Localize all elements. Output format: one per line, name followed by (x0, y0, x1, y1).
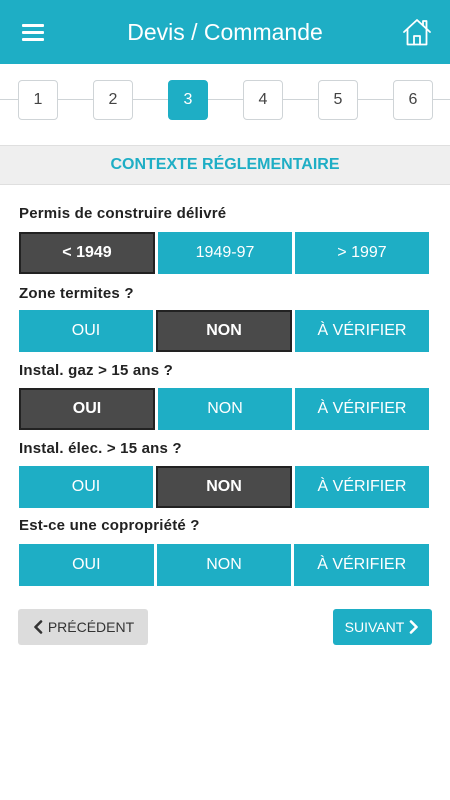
option-oui-button[interactable]: OUI (19, 544, 154, 586)
previous-button[interactable] (18, 609, 148, 645)
options-permis (19, 232, 429, 274)
step-3[interactable]: 3 (168, 80, 208, 120)
question-label-gaz: Instal. gaz > 15 ans ? (19, 362, 174, 379)
question-label-elec: Instal. élec. > 15 ans ? (19, 440, 182, 457)
options-elec (19, 466, 429, 508)
option-non-button[interactable]: NON (158, 388, 292, 430)
home-icon[interactable] (402, 17, 432, 47)
chevron-left-icon (32, 620, 44, 634)
step-2[interactable]: 2 (93, 80, 133, 120)
option-non-button[interactable]: NON (156, 310, 292, 352)
option-a-verifier-button[interactable]: À VÉRIFIER (294, 544, 429, 586)
step-1[interactable]: 1 (18, 80, 58, 120)
option-non-button[interactable]: NON (156, 466, 292, 508)
step-4[interactable]: 4 (243, 80, 283, 120)
option-oui-button[interactable]: OUI (19, 466, 153, 508)
page-title: Devis / Commande (127, 19, 323, 45)
option-oui-button[interactable]: OUI (19, 310, 153, 352)
options-copropriete (19, 544, 429, 586)
option-non-button[interactable]: NON (157, 544, 292, 586)
option-1949-97-button[interactable]: 1949-97 (158, 232, 292, 274)
next-button[interactable] (333, 609, 432, 645)
options-gaz (19, 388, 429, 430)
app-header (0, 0, 450, 64)
step-indicator (0, 64, 450, 144)
next-button-label: SUIVANT (344, 619, 405, 635)
previous-button-label: PRÉCÉDENT (47, 619, 135, 635)
option-after-1997-button[interactable]: > 1997 (295, 232, 429, 274)
chevron-right-icon (408, 620, 420, 634)
section-header (0, 145, 450, 185)
stepper-line (0, 99, 450, 100)
option-a-verifier-button[interactable]: À VÉRIFIER (295, 466, 429, 508)
question-label-permis: Permis de construire délivré (19, 205, 227, 222)
option-a-verifier-button[interactable]: À VÉRIFIER (295, 388, 429, 430)
question-label-copropriete: Est-ce une copropriété ? (19, 517, 200, 534)
section-title: CONTEXTE RÉGLEMENTAIRE (110, 156, 340, 173)
options-termites (19, 310, 429, 352)
step-6[interactable]: 6 (393, 80, 433, 120)
option-oui-button[interactable]: OUI (19, 388, 155, 430)
question-label-termites: Zone termites ? (19, 285, 134, 302)
option-a-verifier-button[interactable]: À VÉRIFIER (295, 310, 429, 352)
option-before-1949-button[interactable]: < 1949 (19, 232, 155, 274)
step-5[interactable]: 5 (318, 80, 358, 120)
